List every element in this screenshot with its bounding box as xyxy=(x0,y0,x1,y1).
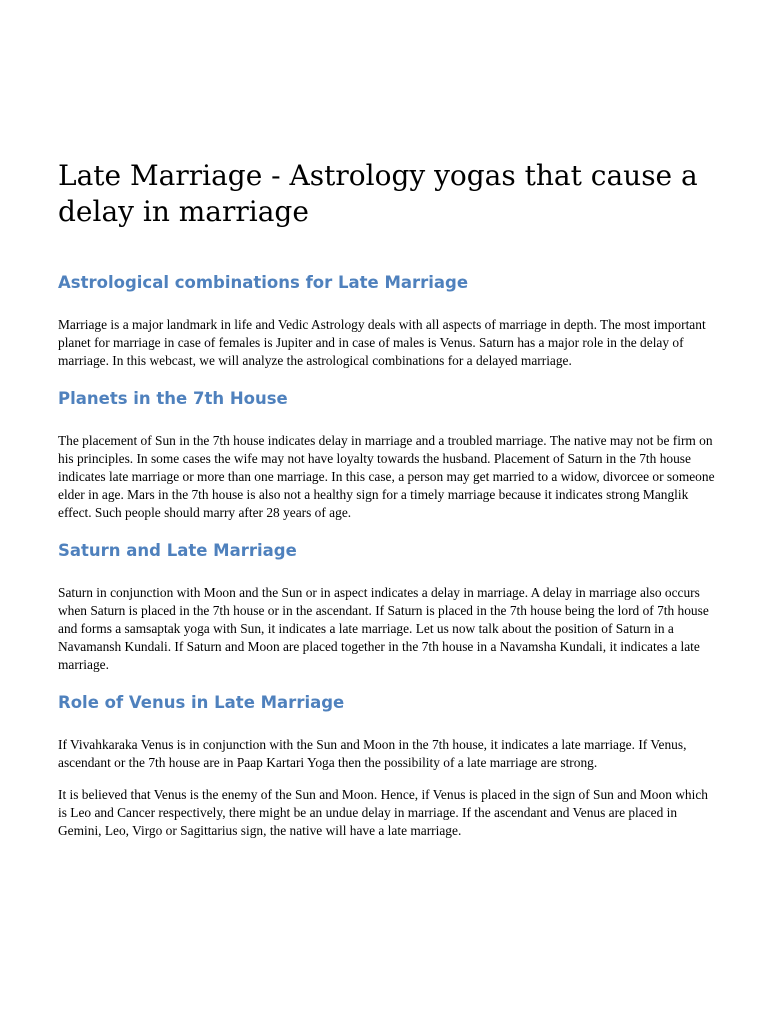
section-heading-saturn: Saturn and Late Marriage xyxy=(58,541,297,560)
paragraph-venus-1: If Vivahkaraka Venus is in conjunction with the Sun and Moon in the 7th house, it indicates a late marriage. If Venus, ascendant or the 7th house are in Paap Kartari Yoga then the possibility of a late marriage are strong. xyxy=(58,737,687,770)
paragraph-combinations: Marriage is a major landmark in life and Vedic Astrology deals with all aspects of marriage in depth. The most important planet for marriage in case of females is Jupiter and in case of males is Venus. Saturn has a major role in the delay of marriage. In this webcast, we will analyze the astrological combinations for a delayed marriage. xyxy=(58,317,706,368)
section-heading-venus: Role of Venus in Late Marriage xyxy=(58,693,345,712)
document-page xyxy=(58,158,720,840)
document-title: Late Marriage - Astrology yogas that cause a delay in marriage xyxy=(58,159,698,228)
paragraph-saturn: Saturn in conjunction with Moon and the Sun or in aspect indicates a delay in marriage. A delay in marriage also occurs when Saturn is placed in the 7th house or in the ascendant. If Saturn is placed in the 7th house being the lord of 7th house and forms a samsaptak yoga with Sun, it indicates a late marriage. Let us now talk about the position of Saturn in a Navamansh Kundali. If Saturn and Moon are placed together in the 7th house in a Navamsha Kundali, it indicates a late marriage. xyxy=(58,585,709,672)
paragraph-planets-7th-house: The placement of Sun in the 7th house indicates delay in marriage and a troubled marriage. The native may not be firm on his principles. In some cases the wife may not have loyalty towards the husband. Placement of Saturn in the 7th house indicates late marriage or more than one marriage. In this case, a person may get married to a widow, divorcee or someone elder in age. Mars in the 7th house is also not a healthy sign for a timely marriage because it indicates strong Manglik effect. Such people should marry after 28 years of age. xyxy=(58,433,715,520)
section-heading-combinations: Astrological combinations for Late Marriage xyxy=(58,273,469,292)
paragraph-venus-2: It is believed that Venus is the enemy of the Sun and Moon. Hence, if Venus is placed in the sign of Sun and Moon which is Leo and Cancer respectively, there might be an undue delay in marriage. If the ascendant and Venus are placed in Gemini, Leo, Virgo or Sagittarius sign, the native will have a late marriage. xyxy=(58,787,708,838)
section-heading-planets-7th-house: Planets in the 7th House xyxy=(58,389,288,408)
